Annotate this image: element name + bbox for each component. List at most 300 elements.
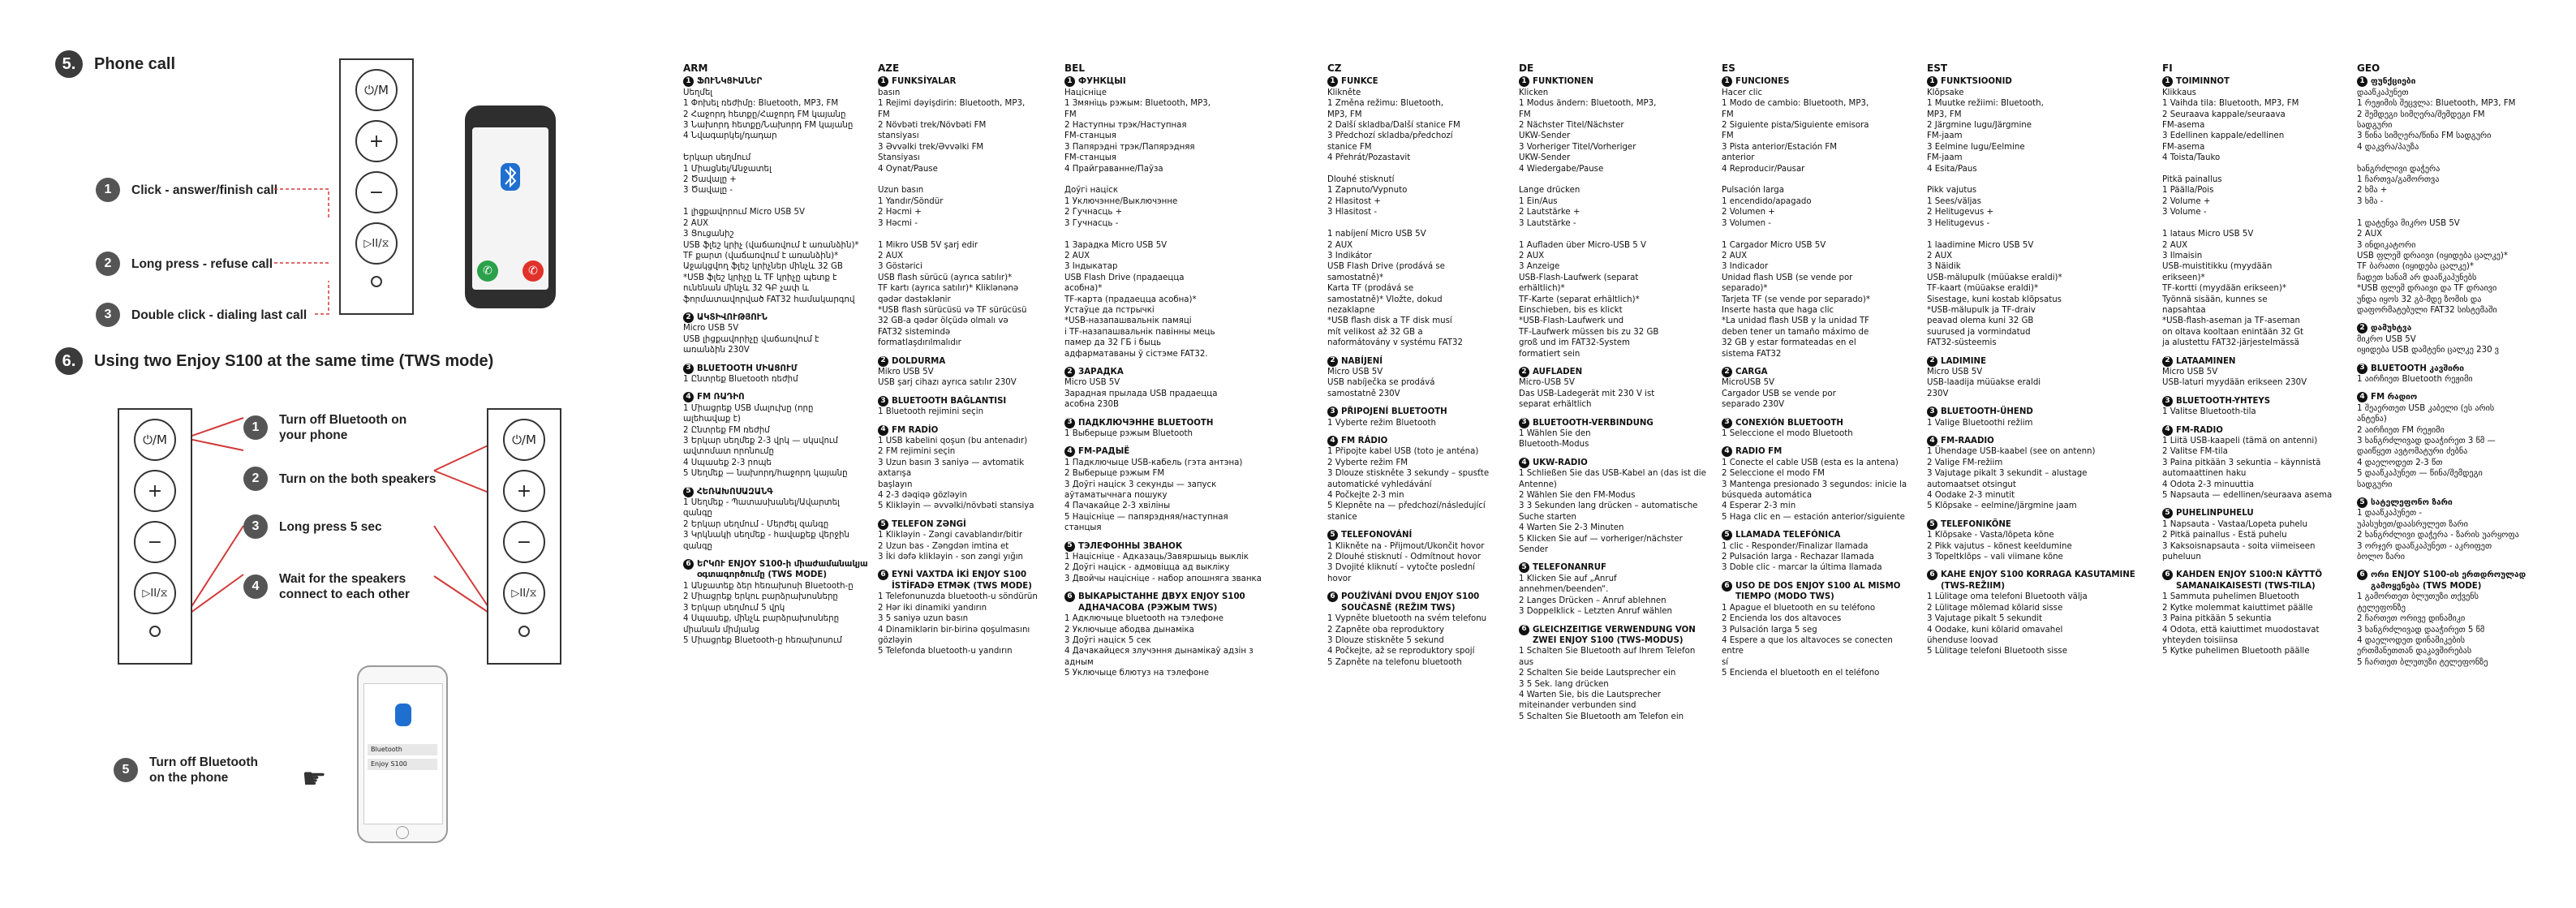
instruction-line: 1 Päälla/Pois	[2162, 186, 2214, 196]
instruction-line: 1 Seleccione el modo Bluetooth	[1722, 429, 1853, 438]
instruction-line: 1 Vyberte režim Bluetooth	[1327, 418, 1436, 428]
instruction-line	[1064, 174, 1277, 185]
instruction-line: 4 Wiedergabe/Pause	[1519, 164, 1604, 174]
instruction-line: Pitkä painallus	[2162, 175, 2222, 185]
language-section	[1927, 407, 2150, 428]
section-number-badge: 3	[1927, 407, 1937, 417]
instruction-line: 3 Vorheriger Titel/Vorheriger	[1519, 142, 1636, 152]
instruction-line: 4 Նվագարկել/դադար	[683, 131, 777, 141]
section-title-text: FUNKCE	[1341, 77, 1378, 87]
section-title-text: FM RADİO	[892, 425, 939, 435]
section-title-text: ՀԵՌԱԽՈՍԱԶԱՆԳ	[697, 487, 773, 497]
instruction-line: 1 Muutke režiimi: Bluetooth,	[1927, 99, 2044, 109]
instruction-line: 3 Předchozí skladba/předchozí	[1327, 131, 1453, 141]
step-number: 4	[243, 574, 268, 599]
instruction-line: FM-asema	[2162, 142, 2205, 152]
section-title-text: ԱԿՏԻՎՈՒԹՅՈՒՆ	[697, 312, 768, 322]
instruction-line: 1 clic - Responder/Finalizar llamada	[1722, 541, 1869, 551]
section-title-text: RADIO FM	[1735, 447, 1783, 457]
instruction-line: peavad olema kuni 32 GB	[1927, 316, 2034, 326]
language-section	[1064, 592, 1277, 678]
instruction-line: 2 Միացրեք երկու բարձրախոսները	[683, 592, 838, 602]
instruction-line: 2 Выберыце рэжым FM	[1064, 469, 1165, 479]
instruction-line: 2 Encienda los dos altavoces	[1722, 614, 1842, 624]
instruction-line: 2 AUX	[2162, 240, 2188, 250]
instruction-line: *USB-flash-aseman ja TF-aseman	[2162, 316, 2300, 326]
instruction-line: 1 აირჩიეთ Bluetooth რეჟიმი	[2357, 374, 2473, 384]
section-number-badge: 6	[2162, 570, 2173, 580]
instruction-line: 3 ინდიკატორი	[2357, 240, 2416, 250]
section-number-badge: 1	[1064, 76, 1075, 87]
instruction-line: Երկար սեղմում	[683, 153, 751, 163]
instruction-line: nezaklapne	[1327, 305, 1375, 315]
instruction-line: 2 ჩართეთ ორივე დინამიკი	[2357, 614, 2466, 624]
home-button-icon	[396, 826, 409, 839]
instruction-line: 3 Папярэдні трэк/Папярэдняя	[1064, 142, 1195, 152]
instruction-line: 3 Երկար սեղմում 5 վրկ	[683, 603, 785, 613]
instruction-line	[2357, 153, 2570, 163]
language-section	[2357, 497, 2570, 562]
language-section	[2162, 425, 2347, 501]
instruction-line: 1 Telefonunuzda bluetooth-u söndürün	[878, 592, 1038, 602]
language-section	[1327, 592, 1512, 668]
phone-answer-icon: ✆	[477, 260, 498, 282]
instruction-line: 2 Hlasitost +	[1327, 196, 1381, 206]
language-code: GEO	[2357, 62, 2380, 74]
language-section	[1722, 530, 1916, 574]
instruction-line: Klikkaus	[2162, 88, 2196, 97]
instruction-line: FM	[878, 110, 890, 119]
instruction-line: 4 Toista/Tauko	[2162, 153, 2221, 163]
instruction-line: 1 Sammuta puhelimen Bluetooth	[2162, 592, 2299, 602]
instruction-line: 4 Пачакайце 2-3 хвіліны	[1064, 501, 1171, 511]
instruction-line: მიკრო USB 5V	[2357, 334, 2416, 344]
language-section	[1519, 458, 1714, 556]
instruction-line: 3 Dlouze stiskněte 5 sekund	[1327, 635, 1444, 645]
instruction-line: 2 Volume +	[2162, 196, 2211, 206]
language-section-title	[2357, 76, 2570, 87]
language-section-title	[1519, 562, 1714, 573]
section-title-text: CONEXIÓN BLUETOOTH	[1735, 418, 1843, 428]
instruction-line: *USB-mälupulk ja TF-draiv	[1927, 305, 2036, 315]
instruction-line: 3 Dlouze stiskněte 3 sekundy – spusťte	[1327, 469, 1490, 479]
instruction-line: formatiert sein	[1519, 349, 1580, 359]
instruction-line: MicroUSB 5V	[1722, 378, 1775, 388]
step-text: Turn off Bluetooth on your phone	[279, 413, 407, 442]
language-section-title	[1722, 530, 1916, 540]
instruction-line: FM	[1722, 110, 1734, 119]
indicator-led	[371, 276, 382, 287]
instruction-line: 1 Միացրեք USB մալուխը (որը	[683, 403, 814, 413]
language-section-title	[1327, 356, 1512, 367]
section-title-text: LATAAMINEN	[2176, 356, 2236, 366]
instruction-line: *USB-назапашвальнік памяці	[1064, 316, 1192, 326]
power-mode-button: ⏻/M	[355, 69, 398, 111]
section-number-badge: 1	[2162, 76, 2173, 87]
instruction-line: 3 Індыкатар	[1064, 262, 1118, 272]
step-number: 5	[114, 758, 138, 782]
instruction-line: Työnnä sisään, kunnes se	[2162, 295, 2268, 304]
language-section-title	[2162, 76, 2347, 87]
instruction-line: FM-станцыя	[1064, 131, 1116, 141]
instruction-line: ერთმანეთთან დაკავშირებას	[2357, 647, 2472, 656]
language-section	[878, 519, 1058, 563]
instruction-line: 3 Edellinen kappale/edellinen	[2162, 131, 2285, 141]
tws-phone-screen	[363, 683, 443, 824]
instruction-line: separado 230V	[1722, 400, 1785, 410]
section-number-badge: 5	[2357, 497, 2367, 508]
instruction-line: automaattinen haku	[2162, 469, 2247, 479]
section-title-text: DOLDURMA	[892, 356, 946, 366]
language-section	[878, 570, 1058, 656]
instruction-line: станцыя	[1064, 523, 1102, 533]
instruction-line: 1 Klicken Sie auf „Anruf	[1519, 574, 1617, 583]
language-section	[1927, 436, 2150, 512]
instruction-line: 3 Həcmi -	[878, 218, 918, 228]
section-title-text: UKW-RADIO	[1533, 458, 1588, 467]
instruction-line: 1 Vaihda tila: Bluetooth, MP3, FM	[2162, 99, 2299, 109]
instruction-line: USB ფლეშ დრაივი (იყიდება ცალკე)*	[2357, 251, 2508, 260]
instruction-line: 5 Klicken Sie auf — vorheriger/nächster	[1519, 534, 1683, 544]
instruction-line: FM	[1064, 110, 1077, 119]
language-section-title	[2162, 396, 2347, 407]
instruction-line: 3 Pista anterior/Estación FM	[1722, 142, 1838, 152]
instruction-line: 2 AUX	[878, 251, 904, 260]
instruction-line: სადგური	[2357, 121, 2393, 131]
language-column	[1327, 63, 1512, 675]
instruction-line: TF kartı (ayrıca satılır)* Kliklənənə	[878, 284, 1019, 294]
section-title-text: BLUETOOTH BAĞLANTISI	[892, 396, 1007, 406]
instruction-line: Սեղմել	[683, 88, 713, 97]
tws-step-4	[243, 571, 441, 602]
section-title-text: POUŽÍVÁNÍ DVOU ENJOY S100 SOUČASNĚ (REŽIM TWS)	[1341, 592, 1480, 613]
instruction-line: Pikk vajutus	[1927, 186, 1977, 196]
instruction-line	[2357, 207, 2570, 217]
instruction-line: samostatně)*	[1327, 273, 1384, 282]
instruction-line: უპასუხეთ/დაასრულეთ ზარი	[2357, 519, 2468, 529]
language-section-title	[1927, 436, 2150, 446]
instruction-line: памер да 32 ГБ і быць	[1064, 338, 1162, 348]
instruction-line: USB flash sürücü (ayrıca satılır)*	[878, 273, 1013, 282]
instruction-line	[683, 196, 868, 207]
instruction-line: 1 Změna režimu: Bluetooth,	[1327, 99, 1443, 109]
instruction-line: USB Flash Drive (prodává se	[1327, 262, 1445, 272]
language-section-title	[683, 76, 868, 87]
language-column	[2357, 63, 2570, 675]
language-section-title	[1064, 541, 1277, 552]
section-number-badge: 4	[1722, 446, 1732, 457]
instruction-line: Micro USB 5V	[2162, 367, 2218, 377]
section-number-badge: 5	[1927, 519, 1937, 530]
power-mode-button: ⏻/M	[503, 419, 545, 461]
section-number-badge: 6	[2357, 570, 2367, 580]
instruction-line: 3 Доўгі націск 5 сек	[1064, 635, 1151, 645]
language-section-title	[1327, 592, 1512, 613]
language-section	[1327, 436, 1512, 523]
section-number-badge: 4	[683, 392, 694, 402]
language-section-title	[2357, 392, 2570, 402]
bluetooth-icon	[395, 704, 411, 726]
language-section-title	[1927, 570, 2150, 592]
instruction-line: 3 Pulsación larga 5 seg	[1722, 625, 1817, 635]
instruction-line: FAT32-süsteemis	[1927, 338, 1997, 348]
instruction-line: 3 İki dəfə klikləyin - son zəngi yığın	[878, 553, 1024, 562]
step-text: Turn on the both speakers	[279, 471, 437, 486]
instruction-line: 1 Mikro USB 5V şarj edir	[878, 240, 978, 250]
section-number-badge: 2	[1927, 356, 1937, 367]
language-section-title	[1722, 418, 1916, 428]
instruction-line: 1 დატენვა მიკრო USB 5V	[2357, 218, 2460, 228]
language-column	[1722, 63, 1916, 686]
section-number-badge: 2	[1064, 367, 1075, 377]
instruction-line: 1 გამორთეთ ბლუთუზი თქვენს	[2357, 592, 2479, 602]
instruction-line: búsqueda automática	[1722, 491, 1813, 501]
section-number-badge: 5	[1327, 530, 1338, 540]
instruction-line: napsahtaa	[2162, 305, 2206, 315]
hand-pointer-icon: ☛	[302, 763, 327, 795]
language-code: CZ	[1327, 62, 1342, 74]
instruction-line: 4 Odota 2-3 minuuttia	[2162, 480, 2254, 489]
volume-up-button: +	[503, 470, 545, 512]
language-section	[2162, 508, 2347, 562]
language-section-title	[878, 76, 1058, 87]
section-number-badge: 2	[878, 356, 888, 367]
instruction-line: formatlaşdırılmalıdır	[878, 338, 961, 348]
instruction-line: 1 Conecte el cable USB (esta es la antena)	[1722, 458, 1899, 467]
instruction-line: Unidad flash USB (se vende por	[1722, 273, 1853, 282]
language-section	[878, 76, 1058, 348]
instruction-line: 5 Klikləyin — əvvəlki/növbəti stansiya	[878, 501, 1034, 511]
instruction-line: 1 Valitse Bluetooth-tila	[2162, 407, 2256, 417]
language-section	[1519, 418, 1714, 450]
instruction-line: miteinander verbunden sind	[1519, 701, 1636, 711]
section-number-badge: 3	[2162, 396, 2173, 407]
right-speaker-diagram	[487, 408, 561, 665]
instruction-line: sistema FAT32	[1722, 349, 1782, 359]
instruction-line: 1 Адключыце bluetooth на тэлефоне	[1064, 614, 1223, 624]
language-section-title	[2357, 364, 2570, 374]
section-number-badge: 2	[683, 312, 694, 323]
instruction-line: mít velikost až 32 GB a	[1327, 327, 1423, 337]
play-pause-button: ▷II/⧖	[134, 572, 176, 614]
section-title-text: ორი ENJOY S100-ის ერთდროულად გამოყენება (TWS MODE)	[2371, 570, 2527, 591]
instruction-line	[1927, 174, 2150, 185]
instruction-line: 2 Pulsación larga - Rechazar llamada	[1722, 553, 1874, 562]
instruction-line: 3 3 Sekunden lang drücken – automatische	[1519, 501, 1698, 511]
instruction-line: 1 Klikněte na - Přijmout/Ukončit hovor	[1327, 541, 1485, 551]
instruction-line: TF-kaart (müüakse eraldi)*	[1927, 284, 2039, 294]
instruction-line: samostatně)* Vložte, dokud	[1327, 295, 1443, 304]
instruction-line: ja alustettu FAT32-järjestelmässä	[2162, 338, 2299, 348]
instruction-line	[1064, 229, 1277, 239]
language-section-title	[1327, 407, 1512, 417]
instruction-line: 5 Lülitage telefoni Bluetooth sisse	[1927, 647, 2067, 656]
section-number-badge: 5	[683, 487, 694, 497]
instruction-line: 1 լիցքավորում Micro USB 5V	[683, 208, 806, 217]
section-number-badge: 4	[1064, 446, 1075, 457]
section-number-badge: 5	[1722, 530, 1732, 540]
language-section	[1064, 367, 1277, 411]
instruction-line: 1 დააწკაპუნეთ -	[2357, 509, 2423, 519]
instruction-line: *USB-Flash-Laufwerk und	[1519, 316, 1624, 326]
instruction-line: 2 Ծավալը +	[683, 175, 737, 185]
instruction-line	[1519, 229, 1714, 239]
instruction-line: 32 GB-a qədər ölçüdə olmalı və	[878, 316, 1008, 326]
instruction-line: Inserte hasta que haga clic	[1722, 305, 1834, 315]
instruction-line: 3 Paina pitkään 3 sekuntia – käynnistä	[2162, 458, 2321, 467]
section-number-badge: 4	[1327, 436, 1338, 446]
instruction-line: erhältlich)*	[1519, 284, 1565, 294]
tws-step-3	[243, 514, 382, 539]
instruction-line: 2 Wählen Sie den FM-Modus	[1519, 491, 1636, 501]
language-section	[1519, 367, 1714, 411]
instruction-line: 3 Anzeige	[1519, 262, 1560, 272]
step-text: Click - answer/finish call	[131, 183, 278, 197]
instruction-line: 3 Ծավալը -	[683, 186, 733, 196]
language-section	[1519, 76, 1714, 359]
instruction-line	[2162, 164, 2347, 174]
instruction-line: 1 Ühendage USB-kaabel (see on antenn)	[1927, 447, 2096, 457]
instruction-line: stanice FM	[1327, 142, 1372, 152]
instruction-line: Доўгі націск	[1064, 186, 1119, 196]
instruction-line: і TF-назапашвальнік павінны мець	[1064, 327, 1215, 337]
section-title: Using two Enjoy S100 at the same time (TWS mode)	[94, 351, 494, 370]
instruction-line: 1 nabíjení Micro USB 5V	[1327, 230, 1426, 239]
language-code: DE	[1519, 62, 1534, 74]
phone-illustration	[465, 105, 556, 308]
instruction-line: naformátovány v systému FAT32	[1327, 338, 1463, 348]
section-title-text: FUNCIONES	[1735, 77, 1790, 87]
volume-up-button: +	[134, 470, 176, 512]
instruction-line: 1 Yandır/Söndür	[878, 196, 944, 206]
section-number-badge: 4	[878, 425, 888, 436]
instruction-line: Karta TF (prodává se	[1327, 284, 1414, 294]
instruction-line: 1 Rejimi dəyişdirin: Bluetooth, MP3,	[878, 99, 1026, 109]
instruction-line: yhteyden toisiinsa	[2162, 635, 2238, 645]
instruction-line: 2 Volumen +	[1722, 208, 1775, 217]
instruction-line: 1 Wählen Sie den	[1519, 429, 1591, 438]
section-number-badge: 3	[683, 364, 694, 374]
instruction-line: Klicken	[1519, 88, 1549, 97]
instruction-line: 2 Langes Drücken – Anruf ablehnen	[1519, 596, 1666, 605]
language-section	[1722, 367, 1916, 411]
instruction-line: 2 ხმა +	[2357, 186, 2388, 196]
language-section-title	[683, 559, 868, 581]
instruction-line: 1 Падключыце USB-кабель (гэта антэна)	[1064, 458, 1243, 467]
device-list-row: Enjoy S100	[368, 759, 437, 770]
language-section-title	[1519, 625, 1714, 647]
language-section	[1722, 446, 1916, 523]
language-section	[2162, 356, 2347, 389]
instruction-line: 1 Փոխել ռեժիմը: Bluetooth, MP3, FM	[683, 99, 839, 109]
instruction-line: Uzun basın	[878, 186, 924, 196]
tws-step-5	[114, 755, 271, 785]
instruction-line: 2 Növbəti trek/Növbəti FM	[878, 121, 987, 131]
instruction-line: 5 Haga clic en — estación anterior/siguiente	[1722, 512, 1905, 522]
instruction-line: 2 აირჩიეთ FM რეჟიმი	[2357, 425, 2445, 435]
instruction-line: 1 Napsauta - Vastaa/Lopeta puhelu	[2162, 519, 2307, 529]
instruction-line: 1 Lülitage oma telefoni Bluetooth välja	[1927, 592, 2088, 602]
instruction-line: 2 Seleccione el modo FM	[1722, 469, 1825, 479]
section-title-text: FUNKTIONEN	[1533, 77, 1594, 87]
language-section-title	[1064, 367, 1277, 377]
section-number-badge: 1	[1722, 76, 1732, 87]
instruction-line: 5 Klepněte na — předchozí/následující	[1327, 501, 1486, 511]
instruction-line: 2 Lülitage mõlemad kõlarid sisse	[1927, 603, 2063, 613]
instruction-line: асобна)*	[1064, 284, 1103, 294]
section-title-text: FM რადიო	[2371, 393, 2418, 402]
language-section	[1722, 581, 1916, 679]
instruction-line: 2 AUX	[1722, 251, 1748, 260]
instruction-line: TF-карта (прадаецца асобна)*	[1064, 295, 1197, 304]
instruction-line: 2 Helitugevus +	[1927, 208, 1994, 217]
instruction-line: 1 Ընտրեք Bluetooth ռեժիմ	[683, 374, 798, 384]
section-title-text: TELEFONANRUF	[1533, 563, 1606, 573]
instruction-line: erikseen)*	[2162, 273, 2205, 282]
instruction-line: 2 Доўгі націск - адмовіцца ад выкліку	[1064, 563, 1230, 573]
instruction-line: 2 Valige FM-režiim	[1927, 458, 2003, 467]
instruction-line: FM-станцыя	[1064, 153, 1116, 163]
instruction-line: 1 Valige Bluetoothi režiim	[1927, 418, 2033, 428]
language-section-title	[878, 356, 1058, 367]
instruction-line: Dlouhé stisknutí	[1327, 175, 1395, 185]
language-section-title	[2357, 323, 2570, 334]
language-code: ARM	[683, 62, 708, 74]
language-section	[1927, 76, 2150, 348]
instruction-line: 4 დაელოდეთ დინამიკების	[2357, 635, 2466, 645]
instruction-line: 3 Гучнасць -	[1064, 218, 1119, 228]
instruction-line: suurused ja vormindatud	[1927, 327, 2031, 337]
language-section	[683, 487, 868, 552]
instruction-line: 1 Apague el bluetooth en su teléfono	[1722, 603, 1876, 613]
instruction-line: USB-mälupulk (müüakse eraldi)*	[1927, 273, 2062, 282]
instruction-line: USB nabíječka se prodává	[1327, 378, 1435, 388]
language-section-title	[683, 364, 868, 374]
instruction-line: ხანგრძლივი დაჭერა	[2357, 164, 2441, 174]
instruction-line: 3 Əvvəlki trek/Əvvəlki FM	[878, 142, 984, 152]
language-code: BEL	[1064, 62, 1085, 74]
instruction-line: 3 Uzun basın 3 saniyə — avtomatik axtarışa	[878, 458, 1025, 479]
instruction-line: 2 Наступны трэк/Наступная	[1064, 121, 1187, 131]
instruction-line: 4 Přehrát/Pozastavit	[1327, 153, 1411, 163]
language-section-title	[1327, 530, 1512, 540]
language-code: EST	[1927, 62, 1948, 74]
instruction-line: TF-kortti (myydään erikseen)*	[2162, 284, 2286, 294]
instruction-line: 3 Topeltklõps – vali viimane kõne	[1927, 553, 2063, 562]
language-section	[2357, 570, 2570, 668]
instruction-line: 3 Dvojité kliknutí – vytočte poslední	[1327, 563, 1476, 573]
language-section	[2357, 323, 2570, 355]
language-section	[1064, 541, 1277, 585]
language-section-title	[1064, 592, 1277, 613]
language-section-title	[1722, 367, 1916, 377]
instruction-line: Sisestage, kuni kostab klõpsatus	[1927, 295, 2062, 304]
instruction-line: 3 Lautstärke -	[1519, 218, 1576, 228]
instruction-line: ավտոմատ որոնումը	[683, 447, 774, 457]
instruction-line: 1 Անջատեք ձեր հեռախոսի Bluetooth-ը	[683, 581, 854, 591]
instruction-line: 3 Indicador	[1722, 262, 1769, 272]
instruction-line: 2 Pikk vajutus – kõnest keeldumine	[1927, 541, 2072, 551]
section-number-badge: 5	[2162, 508, 2173, 519]
language-column	[1064, 63, 1277, 686]
instruction-line: *USB ֆլեշ կրիչը և TF կրիչը պետք է	[683, 273, 837, 282]
instruction-line: MP3, FM	[1927, 110, 1962, 119]
instruction-line: *La unidad flash USB y la unidad TF	[1722, 316, 1870, 326]
language-section	[2357, 392, 2570, 490]
instruction-line: deben tener un tamaño máximo de	[1722, 327, 1869, 337]
instruction-line: 1 Schalten Sie Bluetooth auf Ihrem Telefon	[1519, 647, 1696, 656]
instruction-line: 4 Прайграванне/Паўза	[1064, 164, 1163, 174]
